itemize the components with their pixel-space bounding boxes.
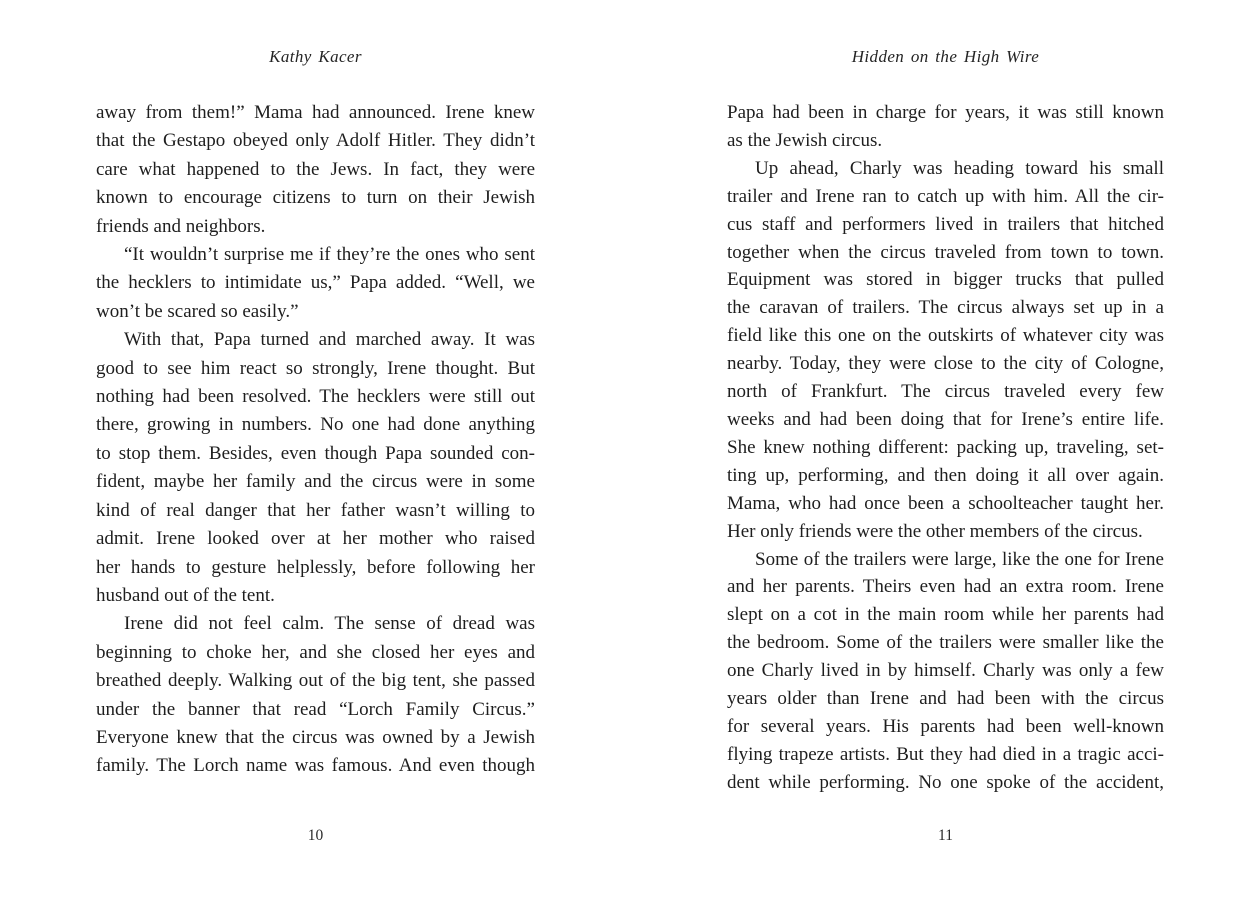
text-line: breathed deeply. Walking out of the big tent, she passed xyxy=(96,670,535,692)
text-line: the hecklers to intimidate us,” Papa added. “Well, we xyxy=(96,272,535,294)
text-line: “It wouldn’t surprise me if they’re the ones who sent xyxy=(124,244,535,266)
text-line: known to encourage citizens to turn on their Jewish xyxy=(96,187,535,209)
text-line: She knew nothing different: packing up, traveling, set- xyxy=(727,436,1164,458)
text-line: trailer and Irene ran to catch up with him. All the cir- xyxy=(727,185,1164,207)
text-line: dent while performing. No one spoke of the accident, xyxy=(727,771,1164,793)
text-line: family. The Lorch name was famous. And even though xyxy=(96,755,535,777)
text-line: husband out of the tent. xyxy=(96,584,275,606)
text-line: slept on a cot in the main room while her parents had xyxy=(727,604,1164,626)
text-line: under the banner that read “Lorch Family Circus.” xyxy=(96,698,535,720)
text-line: friends and neighbors. xyxy=(96,215,266,237)
text-line: Up ahead, Charly was heading toward his small xyxy=(755,157,1164,179)
page-left-text xyxy=(96,99,535,781)
text-line: Her only friends were the other members of the circus. xyxy=(727,520,1143,542)
text-line: that the Gestapo obeyed only Adolf Hitler. They didn’t xyxy=(96,130,535,152)
text-line: nothing had been resolved. The hecklers were still out xyxy=(96,386,535,408)
text-line: years older than Irene and had been with the circus xyxy=(727,688,1164,710)
running-head-author: Kathy Kacer xyxy=(269,47,362,66)
text-line: cus staff and performers lived in trailers that hitched xyxy=(727,213,1164,235)
page-right xyxy=(727,0,1164,900)
text-line: good to see him react so strongly, Irene thought. But xyxy=(96,357,535,379)
text-line: fident, maybe her family and the circus were in some xyxy=(96,471,535,493)
page-left xyxy=(96,0,535,900)
text-line: admit. Irene looked over at her mother who raised xyxy=(96,528,535,550)
text-line: With that, Papa turned and marched away. It was xyxy=(124,329,535,351)
text-line: and her parents. Theirs even had an extra room. Irene xyxy=(727,576,1164,598)
text-line: as the Jewish circus. xyxy=(727,129,883,151)
text-line: field like this one on the outskirts of whatever city was xyxy=(727,325,1164,347)
text-line: north of Frankfurt. The circus traveled every few xyxy=(727,381,1164,403)
text-line: weeks and had been doing that for Irene’s entire life. xyxy=(727,408,1164,430)
page-number-right: 11 xyxy=(938,827,953,844)
text-line: Mama, who had once been a schoolteacher taught her. xyxy=(727,492,1164,514)
text-line: away from them!” Mama had announced. Irene knew xyxy=(96,102,535,123)
text-line: care what happened to the Jews. In fact, they were xyxy=(96,158,535,180)
text-line: one Charly lived in by himself. Charly was only a few xyxy=(727,660,1164,682)
text-line: the bedroom. Some of the trailers were smaller like the xyxy=(727,632,1164,654)
text-line: ting up, performing, and then doing it all over again. xyxy=(727,464,1164,486)
text-line: Irene did not feel calm. The sense of dread was xyxy=(124,613,535,635)
text-line: beginning to choke her, and she closed her eyes and xyxy=(96,641,535,663)
page-number-left: 10 xyxy=(307,827,324,844)
text-line: Equipment was stored in bigger trucks that pulled xyxy=(727,269,1164,291)
text-line: the caravan of trailers. The circus always set up in a xyxy=(727,297,1164,319)
text-line: to stop them. Besides, even though Papa sounded con- xyxy=(96,442,535,464)
text-line: kind of real danger that her father wasn’t willing to xyxy=(96,499,535,521)
running-head-title: Hidden on the High Wire xyxy=(851,47,1040,66)
text-line: for several years. His parents had been well-known xyxy=(727,715,1164,737)
text-line: won’t be scared so easily.” xyxy=(96,300,299,322)
text-line: together when the circus traveled from town to town. xyxy=(727,241,1164,263)
page-right-text xyxy=(727,99,1164,797)
text-line: Everyone knew that the circus was owned by a Jewish xyxy=(96,726,535,748)
text-line: Some of the trailers were large, like the one for Irene xyxy=(755,548,1164,570)
text-line: flying trapeze artists. But they had died in a tragic acci- xyxy=(727,743,1164,765)
text-line: nearby. Today, they were close to the city of Cologne, xyxy=(727,353,1164,375)
text-line: there, growing in numbers. No one had done anything xyxy=(96,414,535,436)
text-line: Papa had been in charge for years, it was still known xyxy=(727,102,1164,123)
text-line: her hands to gesture helplessly, before following her xyxy=(96,556,535,578)
